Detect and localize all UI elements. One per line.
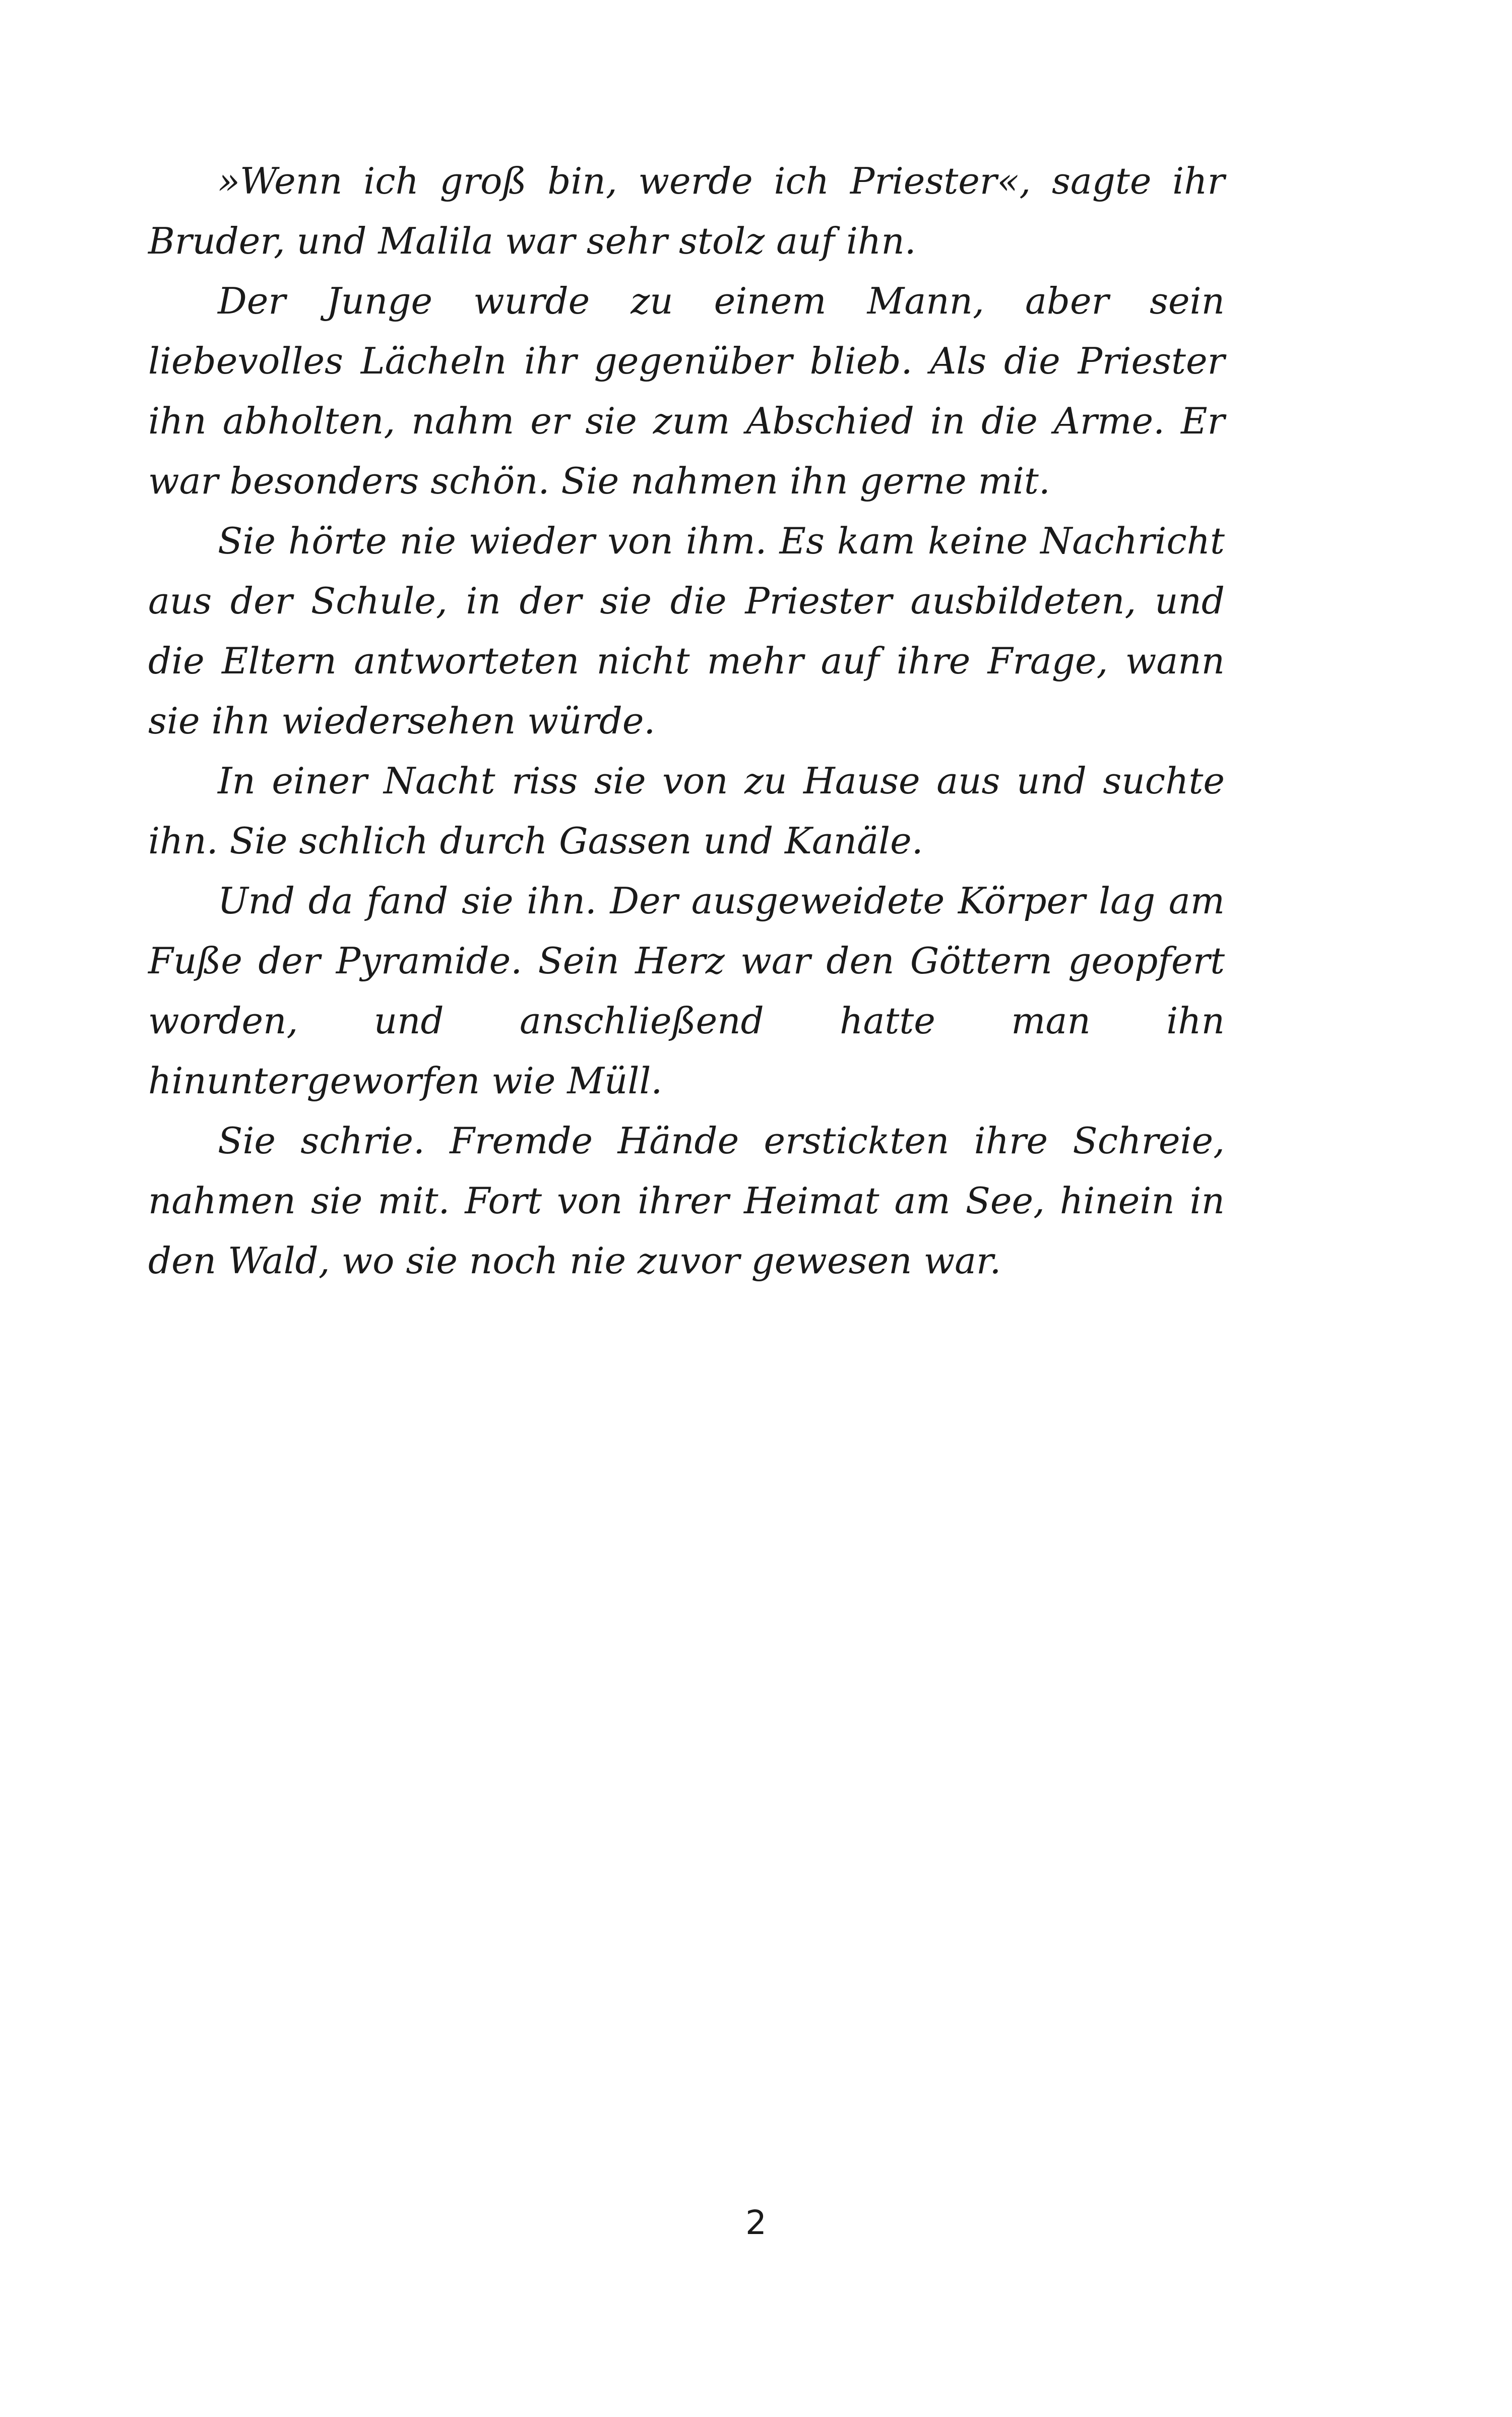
paragraph-4: In einer Nacht riss sie von zu Hause aus und suchte ihn. Sie schlich durch Gassen und Kanäle. [148, 760, 1225, 862]
paragraph-1: »Wenn ich groß bin, werde ich Priester«, sagte ihr Bruder, und Malila war sehr stolz auf ihn. [148, 160, 1225, 262]
paragraph-3: Sie hörte nie wieder von ihm. Es kam keine Nachricht aus der Schule, in der sie die Priester ausbildeten, und die Eltern antworteten nicht mehr auf ihre Frage, wann sie ihn wiedersehen würde. [148, 520, 1225, 742]
paragraph-6: Sie schrie. Fremde Hände erstickten ihre Schreie, nahmen sie mit. Fort von ihrer Heimat am See, hinein in den Wald, wo sie noch nie zuvor gewesen war. [148, 1120, 1225, 1282]
paragraph-5: Und da fand sie ihn. Der ausgeweidete Körper lag am Fuße der Pyramide. Sein Herz war den Göttern geopfert worden, und anschließend hatte man ihn hinuntergeworfen wie Müll. [148, 880, 1225, 1102]
page-number: 2 [745, 2203, 767, 2242]
body-text [148, 151, 1225, 1291]
paragraph-2: Der Junge wurde zu einem Mann, aber sein liebevolles Lächeln ihr gegenüber blieb. Als die Priester ihn abholten, nahm er sie zum Abschied in die Arme. Er war besonders schön. Sie nahmen ihn gerne mit. [148, 280, 1225, 502]
